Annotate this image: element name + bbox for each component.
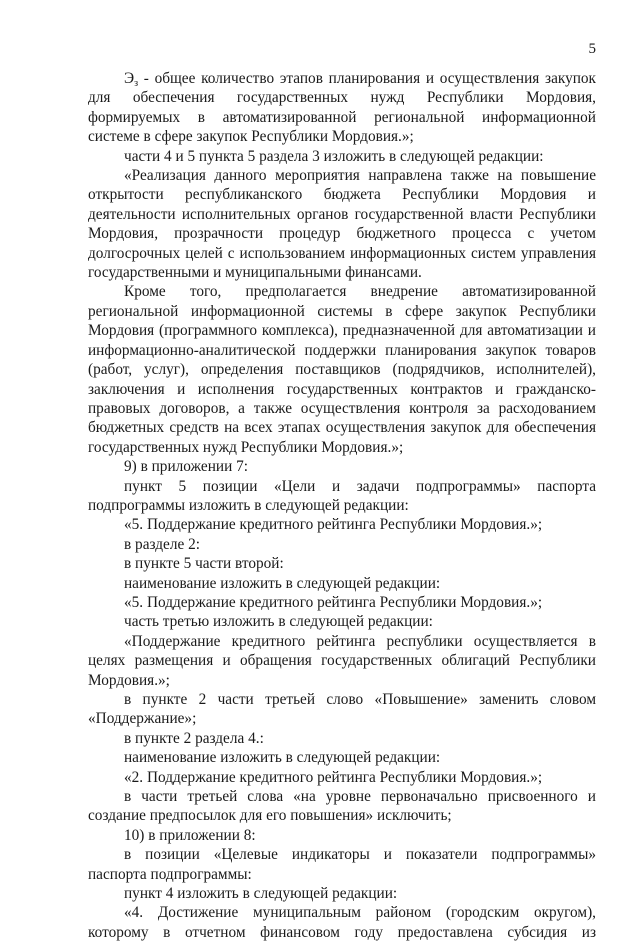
paragraph-text: - общее количество этапов планирования и осуществления закупок для обеспечения государственных нужд Республики Мордовия, формируемых в автоматизированной региональной информационной системе в сфере закупок Республики Мордовия.»; bbox=[88, 70, 596, 146]
paragraph-15: в пункте 2 раздела 4.: bbox=[124, 729, 264, 747]
paragraph-18: в части третьей слова «на уровне первоначально присвоенного и создание предпосылок для его повышения» исключить; bbox=[88, 788, 596, 825]
paragraph-9: в пункте 5 части второй: bbox=[124, 555, 284, 573]
paragraph-14: в пункте 2 части третьей слово «Повышение» заменить словом «Поддержание»; bbox=[88, 691, 596, 728]
paragraph-5: 9) в приложении 7: bbox=[124, 458, 248, 476]
page-number: 5 bbox=[588, 41, 596, 57]
paragraph-11: «5. Поддержание кредитного рейтинга Республики Мордовия.»; bbox=[124, 593, 543, 611]
paragraph-19: 10) в приложении 8: bbox=[124, 826, 256, 844]
paragraph-7: «5. Поддержание кредитного рейтинга Республики Мордовия.»; bbox=[124, 516, 543, 534]
paragraph-8: в разделе 2: bbox=[124, 535, 200, 553]
paragraph-10: наименование изложить в следующей редакции: bbox=[124, 574, 441, 592]
document-body bbox=[88, 69, 596, 942]
paragraph-2: части 4 и 5 пункта 5 раздела 3 изложить в следующей редакции: bbox=[124, 147, 544, 165]
paragraph-4: Кроме того, предполагается внедрение автоматизированной региональной информационной системы в сфере закупок Республики Мордовия (программного комплекса), предназначенной для автоматизации и информационно-аналитической поддержки планирования закупок товаров (работ, услуг), определения поставщиков (подрядчиков, исполнителей), заключения и исполнения государственных контрактов и гражданско-правовых договоров, а также осуществления контроля за расходованием бюджетных средств на всех этапах осуществления закупок для обеспечения государственных нужд Республики Мордовия.»; bbox=[88, 283, 596, 456]
paragraph-22: «4. Достижение муниципальным районом (городским округом), которому в отчетном финансовом году предоставлена субсидия из bbox=[88, 904, 596, 941]
formula-subscript: з bbox=[134, 78, 139, 89]
formula-symbol: Э bbox=[124, 70, 135, 87]
paragraph-20: в позиции «Целевые индикаторы и показатели подпрограммы» паспорта подпрограммы: bbox=[88, 846, 596, 883]
paragraph-16: наименование изложить в следующей редакции: bbox=[124, 749, 441, 767]
paragraph-6: пункт 5 позиции «Цели и задачи подпрограммы» паспорта подпрограммы изложить в следующей редакции: bbox=[88, 477, 596, 514]
paragraph-17: «2. Поддержание кредитного рейтинга Республики Мордовия.»; bbox=[124, 768, 543, 786]
paragraph-13: «Поддержание кредитного рейтинга республики осуществляется в целях размещения и обращения государственных облигаций Республики Мордовия.»; bbox=[88, 632, 596, 689]
paragraph-12: часть третью изложить в следующей редакции: bbox=[124, 613, 433, 631]
paragraph-21: пункт 4 изложить в следующей редакции: bbox=[124, 885, 398, 903]
paragraph-1 bbox=[88, 69, 596, 147]
paragraph-3: «Реализация данного мероприятия направлена также на повышение открытости республиканского бюджета Республики Мордовия и деятельности исполнительных органов государственной власти Республики Мордовия, прозрачности процедур бюджетного процесса с учетом долгосрочных целей с использованием информационных систем управления государственными и муниципальными финансами. bbox=[88, 167, 596, 282]
